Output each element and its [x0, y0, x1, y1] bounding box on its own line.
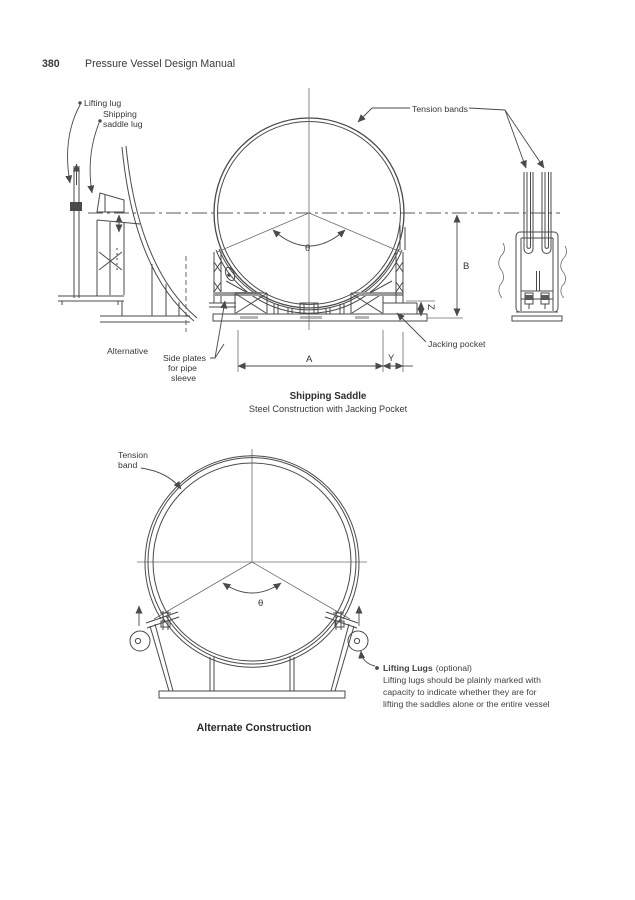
page-header [42, 58, 235, 70]
leader-dot [98, 119, 101, 122]
tension-bands-leader-right2 [505, 110, 544, 168]
side-plates-label-line1: Side plates [163, 353, 206, 363]
side-view-callouts [68, 98, 186, 356]
lifting-lugs-note-line2: capacity to indicate whether they are for [383, 687, 537, 697]
alternative-label: Alternative [107, 346, 149, 356]
theta-dimension-label: θ [258, 598, 264, 609]
tension-band-leader [141, 468, 181, 489]
vessel-head-curve-outer [122, 147, 194, 321]
tension-bands-leader-stem [469, 108, 505, 110]
lifting-lugs-note-title: Lifting Lugs (optional) [383, 663, 472, 673]
lifting-lug-left [130, 631, 150, 651]
page-number: 380 [42, 58, 60, 70]
tension-band-label-line1: Tension [118, 450, 148, 460]
leader-dot [78, 101, 81, 104]
shipping-saddle-lug-label-line2: saddle lug [103, 119, 143, 129]
dimension-z-label: Z [425, 304, 436, 310]
figure2-callouts [118, 450, 550, 709]
book-title: Pressure Vessel Design Manual [85, 58, 236, 70]
lifting-lugs-note-line1: Lifting lugs should be plainly marked with [383, 675, 541, 685]
dimension-a-label: A [306, 354, 313, 365]
lug-clamp-block [70, 202, 82, 211]
baseplate [159, 691, 345, 698]
figure1-shipping-saddle [58, 88, 567, 414]
break-line [499, 243, 505, 298]
jacking-pocket-leader [397, 313, 426, 342]
lifting-lugs-note-line3: lifting the saddles alone or the entire vessel [383, 699, 550, 709]
leader-dot [375, 666, 379, 670]
side-plates-label-line3: sleeve [171, 373, 197, 383]
figure1-caption-subtitle: Steel Construction with Jacking Pocket [248, 404, 408, 414]
side-plates-label-line2: for pipe [168, 363, 197, 373]
dimension-y-label: Y [388, 353, 395, 364]
tension-band-clamp-detail [499, 172, 567, 321]
saddle-end-view [163, 88, 544, 383]
lifting-lug-right [348, 631, 368, 651]
contact-angle-arc [223, 583, 281, 593]
tension-bands-label: Tension bands [412, 104, 469, 114]
figure1-caption-title: Shipping Saddle [289, 391, 367, 402]
break-line [561, 246, 567, 298]
lifting-lugs-leader [361, 651, 375, 666]
clamp-base-flange [512, 316, 562, 321]
tension-bands-leader-left [358, 108, 410, 122]
saddle-side-view [58, 146, 197, 322]
figure2-alternate-construction [118, 449, 550, 734]
tension-band-label-line2: band [118, 460, 138, 470]
shipping-saddle-lug-plate [97, 193, 124, 212]
figure2-caption-title: Alternate Construction [196, 722, 312, 734]
end-view-callouts [163, 104, 544, 383]
shipping-saddle-lug-label-line1: Shipping [103, 109, 137, 119]
saddle-angle-ray-left [217, 213, 309, 252]
dimension-b-label: B [463, 261, 470, 272]
alternate-saddle-structure [130, 611, 368, 698]
theta-dimension-label: θ [305, 243, 311, 254]
jacking-pocket-label: Jacking pocket [428, 339, 486, 349]
saddle-angle-ray-right [309, 213, 401, 252]
tension-bands-leader-right1 [505, 110, 526, 168]
lifting-lug-label: Lifting lug [84, 98, 122, 108]
shipping-saddle-lug-leader [90, 123, 99, 193]
